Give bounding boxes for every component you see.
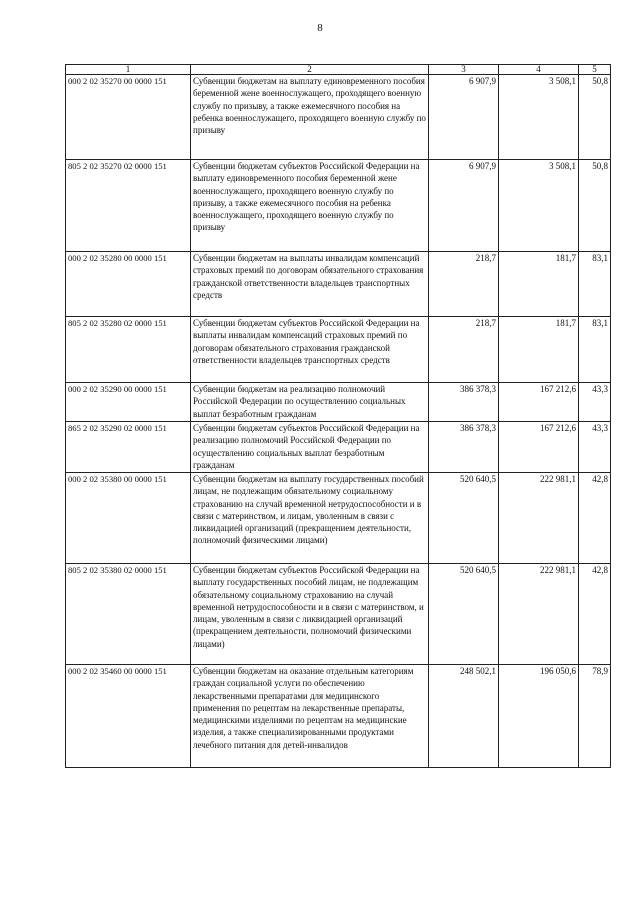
budget-code: 000 2 02 35380 00 0000 151	[66, 473, 191, 564]
actual-value: 222 981,1	[499, 564, 579, 665]
actual-value: 222 981,1	[499, 473, 579, 564]
row-description: Субвенции бюджетам на выплату единовременного пособия беременной жене военнослужащего, проходящего военную службу по призыву, а также ежемесячного пособия на ребенка военнослужащего, проходящего военную службу по призыву	[191, 75, 429, 160]
budget-code: 865 2 02 35290 02 0000 151	[66, 422, 191, 473]
budget-code: 000 2 02 35280 00 0000 151	[66, 252, 191, 317]
actual-value: 167 212,6	[499, 422, 579, 473]
percent-value: 50,8	[579, 160, 611, 252]
plan-value: 520 640,5	[429, 473, 499, 564]
column-header-1: 1	[66, 65, 191, 75]
table-header-row	[66, 65, 611, 75]
row-description: Субвенции бюджетам субъектов Российской Федерации на выплату единовременного пособия беременной жене военнослужащего, проходящего военную службу по призыву, а также ежемесячного пособия на ребенка военнослужащего, проходящего военную службу по призыву	[191, 160, 429, 252]
row-description: Субвенции бюджетам на выплату государственных пособий лицам, не подлежащим обязательному социальному страхованию на случай временной нетрудоспособности и в связи с материнством, и лицам, уволенным в связи с ликвидацией организаций (прекращением деятельности, полномочий физическими лицами)	[191, 473, 429, 564]
row-description: Субвенции бюджетам субъектов Российской Федерации на реализацию полномочий Российской Федерации по осуществлению социальных выплат безработным гражданам	[191, 422, 429, 473]
table-row	[66, 160, 611, 252]
plan-value: 520 640,5	[429, 564, 499, 665]
percent-value: 43,3	[579, 422, 611, 473]
table-row	[66, 422, 611, 473]
actual-value: 181,7	[499, 317, 579, 383]
plan-value: 218,7	[429, 317, 499, 383]
actual-value: 3 508,1	[499, 75, 579, 160]
actual-value: 167 212,6	[499, 383, 579, 422]
plan-value: 248 502,1	[429, 665, 499, 768]
plan-value: 386 378,3	[429, 383, 499, 422]
table-row	[66, 383, 611, 422]
table-row	[66, 473, 611, 564]
row-description: Субвенции бюджетам на оказание отдельным категориям граждан социальной услуги по обеспечению лекарственными препаратами для медицинского применения по рецептам на лекарственные препараты, медицинскими изделиями по рецептам на медицинские изделия, а также специализированными продуктами лечебного питания для детей-инвалидов	[191, 665, 429, 768]
row-description: Субвенции бюджетам на выплаты инвалидам компенсаций страховых премий по договорам обязательного страхования гражданской ответственности владельцев транспортных средств	[191, 252, 429, 317]
budget-code: 000 2 02 35270 00 0000 151	[66, 75, 191, 160]
column-header-4: 4	[499, 65, 579, 75]
row-description: Субвенции бюджетам субъектов Российской Федерации на выплату государственных пособий лицам, не подлежащим обязательному социальному страхованию на случай временной нетрудоспособности и в связи с материнством, и лицам, уволенным в связи с ликвидацией организаций (прекращением деятельности, полномочий физическими лицами)	[191, 564, 429, 665]
budget-table	[65, 64, 611, 768]
percent-value: 83,1	[579, 317, 611, 383]
table-row	[66, 665, 611, 768]
percent-value: 42,8	[579, 473, 611, 564]
actual-value: 196 050,6	[499, 665, 579, 768]
page-number: 8	[317, 22, 323, 34]
percent-value: 42,8	[579, 564, 611, 665]
table-row	[66, 564, 611, 665]
table-row	[66, 317, 611, 383]
column-header-5: 5	[579, 65, 611, 75]
percent-value: 78,9	[579, 665, 611, 768]
budget-code: 805 2 02 35270 02 0000 151	[66, 160, 191, 252]
column-header-3: 3	[429, 65, 499, 75]
percent-value: 43,3	[579, 383, 611, 422]
plan-value: 218,7	[429, 252, 499, 317]
percent-value: 50,8	[579, 75, 611, 160]
plan-value: 6 907,9	[429, 75, 499, 160]
actual-value: 181,7	[499, 252, 579, 317]
budget-code: 000 2 02 35290 00 0000 151	[66, 383, 191, 422]
actual-value: 3 508,1	[499, 160, 579, 252]
row-description: Субвенции бюджетам на реализацию полномочий Российской Федерации по осуществлению социальных выплат безработным гражданам	[191, 383, 429, 422]
budget-code: 805 2 02 35280 02 0000 151	[66, 317, 191, 383]
percent-value: 83,1	[579, 252, 611, 317]
table-row	[66, 75, 611, 160]
plan-value: 6 907,9	[429, 160, 499, 252]
table-row	[66, 252, 611, 317]
column-header-2: 2	[191, 65, 429, 75]
row-description: Субвенции бюджетам субъектов Российской Федерации на выплаты инвалидам компенсаций страховых премий по договорам обязательного страхования гражданской ответственности владельцев транспортных средств	[191, 317, 429, 383]
budget-code: 000 2 02 35460 00 0000 151	[66, 665, 191, 768]
budget-code: 805 2 02 35380 02 0000 151	[66, 564, 191, 665]
plan-value: 386 378,3	[429, 422, 499, 473]
